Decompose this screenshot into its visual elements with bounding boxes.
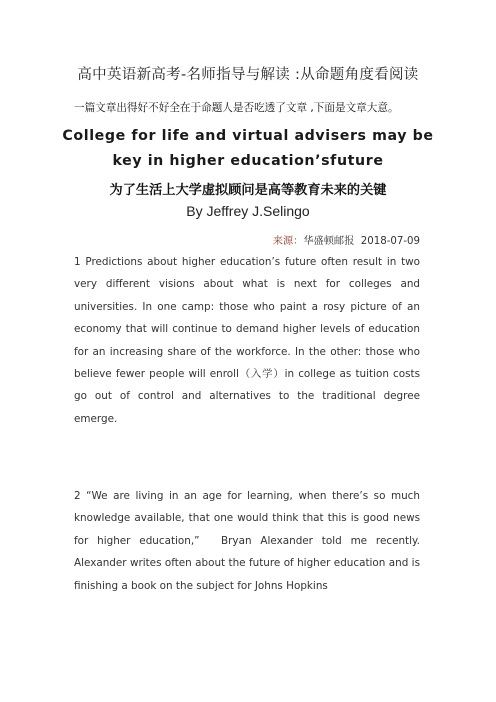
paragraph-1: 1 Predictions about higher education’s future often result in two very different visions about what is next for colleges and universities. In one camp: those who paint a rosy picture of an economy that will continue to demand higher levels of education for an increasing share of the workforce. In the other: those who believe fewer people will enroll（入学）in college as tuition costs go out of control and alternatives to the traditional degree emerge. (74, 256, 420, 425)
author-byline: By Jeffrey J.Selingo (186, 203, 310, 219)
page-header: 高中英语新高考-名师指导与解读 :从命题角度看阅读 (77, 67, 419, 83)
source-date: 2018-07-09 (360, 236, 420, 247)
article-title-english: College for life and virtual advisers may be key in higher education’sfuture (62, 128, 434, 169)
intro-note: 一篇文章出得好不好全在于命题人是否吃透了文章 ,下面是文章大意。 (74, 102, 399, 114)
paragraph-2: 2 “We are living in an age for learning, when there’s so much knowledge available, that one would think that this is good news for higher education,” Bryan Alexander told me recently. Alexander writes often about the future of higher education and is finishing a book on the subject for Johns Hopkins (74, 490, 420, 592)
article-title-chinese: 为了生活上大学虚拟顾问是高等教育未来的关键 (109, 183, 387, 198)
source-line (273, 232, 420, 247)
source-outlet: 华盛顿邮报 (303, 236, 355, 247)
source-label: 来源： (272, 236, 304, 247)
